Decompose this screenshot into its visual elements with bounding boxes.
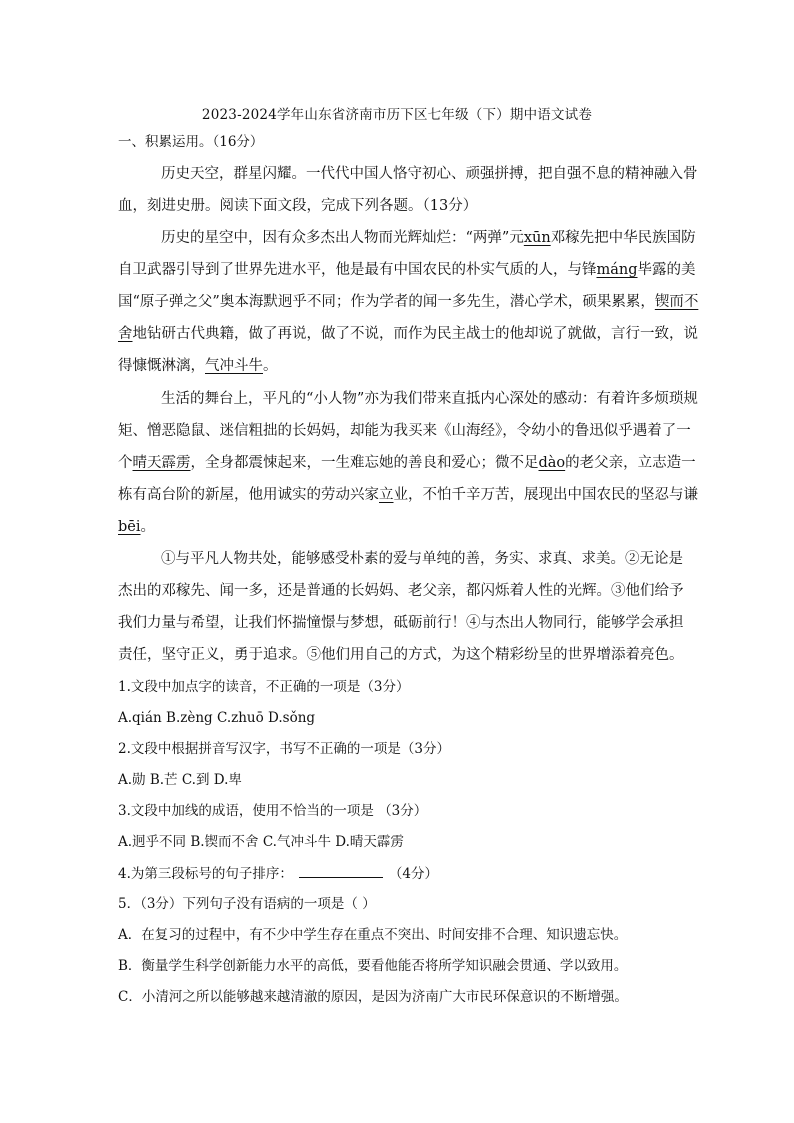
pinyin-mang: máng	[596, 262, 638, 278]
question-5: 5．（3分）下列句子没有语病的一项是（ ）	[118, 896, 376, 912]
text: 的老父亲，立志造一	[565, 455, 696, 471]
question-3: 3.文段中加线的成语，使用不恰当的一项是 （3分）	[118, 803, 428, 819]
text: 邓稼先把中华民族国防	[550, 230, 696, 246]
question-5-option-a: A．在复习的过程中，有不少中学生存在重点不突出、时间安排不合理、知识遗忘快。	[118, 927, 628, 943]
question-2-options: A.勋 B.芒 C.到 D.卑	[118, 772, 242, 788]
p2-line-1: 生活的舞台上，平凡的“小人物”亦为我们带来直抵内心深处的感动：有着许多烦琐规	[161, 391, 698, 407]
text: 国“原子弹之父”奥本海默迥乎不同；作为学者的闻一多先生，潜心学术，硕果累累，	[118, 294, 655, 310]
p1-line-1	[161, 227, 696, 249]
text: 历史的星空中，因有众多杰出人物而光辉灿烂：“两弹”元	[161, 230, 524, 246]
text: 毕露的美	[637, 262, 696, 278]
text: 得慷慨淋漓，	[118, 358, 205, 374]
text: 。	[140, 519, 156, 535]
char-li: 立	[379, 487, 394, 503]
p1-line-4	[118, 323, 698, 345]
answer-blank[interactable]	[299, 863, 383, 878]
text: 自卫武器引导到了世界先进水平，他是最有中国农民的朴实气质的人，与锋	[118, 262, 597, 278]
idiom-qie-er-bu: 锲而不	[654, 294, 699, 310]
p1-line-2	[118, 259, 696, 281]
p2-line-3	[118, 452, 696, 474]
text: 栋有高台阶的新屋，他用诚实的劳动兴家	[118, 487, 379, 503]
p2-line-2: 矩、憎恶隐鼠、迷信粗拙的长妈妈，却能为我买来《山海经》，令幼小的鲁迅似乎遇着了一	[118, 423, 691, 439]
question-1: 1.文段中加点字的读音，不正确的一项是（3分）	[118, 679, 410, 695]
page-title: 2023-2024学年山东省济南市历下区七年级（下）期中语文试卷	[201, 107, 593, 123]
text: ，全身都震悚起来，一生难忘她的善良和爱心；微不足	[190, 455, 539, 471]
section-heading: 一、积累运用。（16分）	[118, 134, 264, 150]
p2-line-4	[118, 484, 698, 506]
text: 个	[118, 455, 133, 471]
text: （4分）	[388, 866, 438, 882]
idiom-she: 舍	[118, 326, 133, 342]
question-5-option-c: C．小清河之所以能够越来越清澈的原因，是因为济南广大市民环保意识的不断增强。	[118, 989, 628, 1005]
question-4	[118, 863, 678, 884]
pinyin-bei: bēi	[118, 519, 141, 535]
p1-line-3	[118, 291, 699, 313]
p3-line-4: 责任，坚守正义，勇于追求。⑤他们用自己的方式，为这个精彩纷呈的世界增添着亮色。	[118, 647, 684, 663]
question-1-options: A.qián B.zèng C.zhuō D.sǒng	[118, 710, 316, 726]
p3-line-2: 杰出的邓稼先、闻一多，还是普通的长妈妈、老父亲，都闪烁着人性的光辉。③他们给予	[118, 583, 684, 599]
p2-line-5	[118, 516, 678, 538]
idiom-qing-tian-pi-li: 晴天霹雳	[132, 455, 191, 471]
text: 4.为第三段标号的句子排序：	[118, 866, 293, 882]
intro-line-2: 血，刻进史册。阅读下面文段，完成下列各题。（13分）	[118, 198, 478, 214]
text: 业，不怕千辛万苦，展现出中国农民的坚忍与谦	[393, 487, 698, 503]
p1-line-5	[118, 355, 678, 377]
p3-line-3: 我们力量与希望，让我们怀揣憧憬与梦想，砥砺前行！④与杰出人物同行，能够学会承担	[118, 615, 684, 631]
pinyin-xun: xūn	[523, 230, 551, 246]
text: 。	[263, 358, 278, 374]
question-3-options: A.迥乎不同 B.锲而不舍 C.气冲斗牛 D.晴天霹雳	[118, 834, 404, 850]
text: 地钻研古代典籍，做了再说，做了不说，而作为民主战士的他却说了就做，言行一致，说	[132, 326, 698, 342]
question-5-option-b: B．衡量学生科学创新能力水平的高低，要看他能否将所学知识融会贯通、学以致用。	[118, 958, 628, 974]
idiom-qi-chong-dou-niu: 气冲斗牛	[205, 358, 263, 374]
question-2: 2.文段中根据拼音写汉字，书写不正确的一项是（3分）	[118, 741, 450, 757]
pinyin-dao: dào	[538, 455, 566, 471]
intro-line-1: 历史天空，群星闪耀。一代代中国人恪守初心、顽强拼搏，把自强不息的精神融入骨	[161, 166, 698, 182]
p3-line-1: ①与平凡人物共处，能够感受朴素的爱与单纯的善，务实、求真、求美。②无论是	[161, 551, 683, 567]
